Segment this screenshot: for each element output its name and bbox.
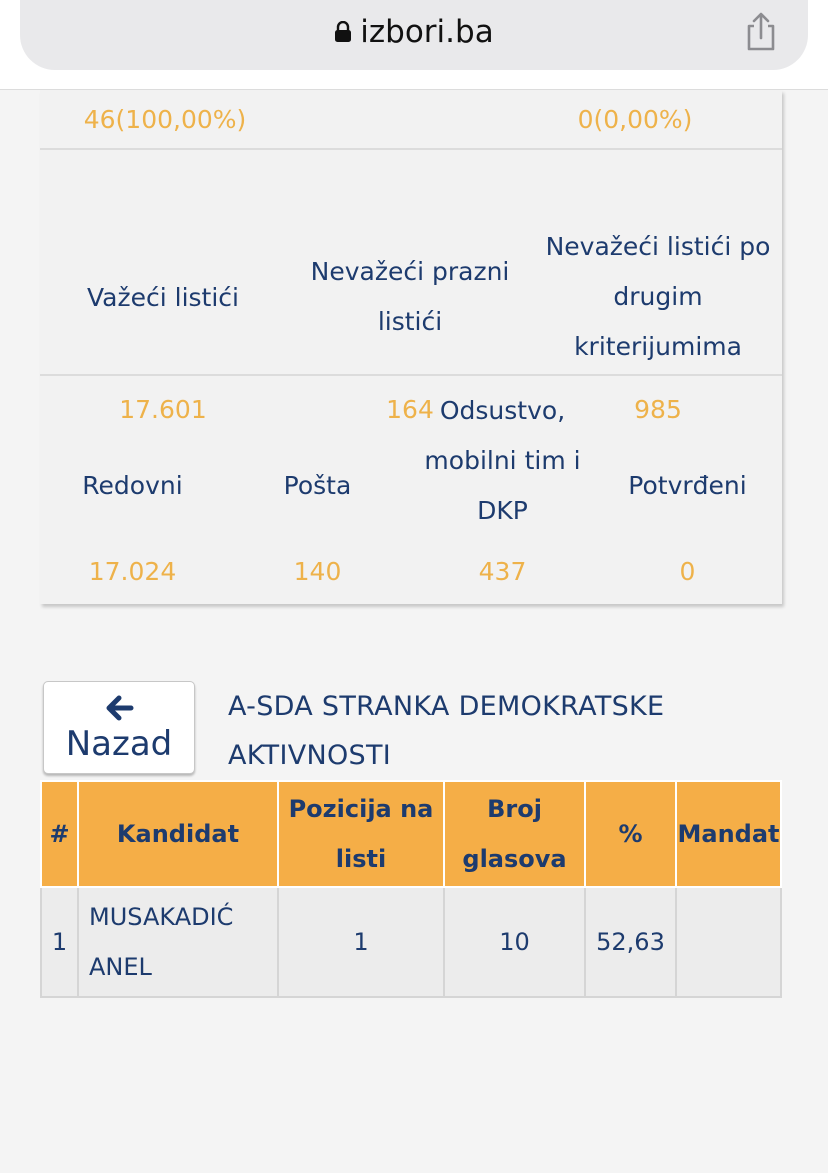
stat-label: Odsustvo, mobilni tim i DKP	[424, 396, 581, 525]
back-button[interactable]	[43, 681, 195, 774]
mandate	[676, 887, 781, 997]
list-position: 1	[278, 887, 444, 997]
share-icon[interactable]	[742, 12, 780, 52]
stat-value: 17.601	[119, 395, 207, 424]
column-header-candidate: Kandidat	[78, 781, 278, 887]
column-header-mandate: Mandat	[676, 781, 781, 887]
candidates-table	[40, 780, 782, 998]
stat-label: Pošta	[283, 471, 352, 500]
url-text: izbori.ba	[360, 14, 494, 50]
stat-label: Nevažeći prazni listići	[310, 257, 510, 336]
row-number: 1	[41, 887, 78, 997]
arrow-left-icon	[104, 694, 134, 722]
column-header-votes: Broj glasova	[444, 781, 585, 887]
column-header-position: Pozicija na listi	[278, 781, 444, 887]
table-row	[41, 887, 781, 997]
ballot-statistics-panel	[40, 90, 782, 604]
stat-label: Važeći listići	[87, 283, 239, 312]
table-header-row	[41, 781, 781, 887]
stat-label: Nevažeći listići po drugim kriterijumima	[545, 232, 771, 361]
column-header-number: #	[41, 781, 78, 887]
column-header-percent: %	[585, 781, 676, 887]
ballots-row	[40, 152, 782, 424]
stat-value: 164	[386, 395, 434, 424]
stat-value: 140	[293, 557, 342, 586]
address-bar[interactable]	[20, 0, 808, 70]
stat-value: 0	[679, 557, 696, 586]
stat-value: 0(0,00%)	[577, 105, 693, 134]
stat-value: 46(100,00%)	[83, 105, 247, 134]
stat-label: Redovni	[82, 471, 183, 500]
percent-row	[40, 90, 782, 150]
stat-value: 985	[634, 395, 682, 424]
vote-count: 10	[444, 887, 585, 997]
browser-bar	[0, 0, 828, 90]
stat-value: 17.024	[88, 557, 177, 586]
lock-icon	[334, 21, 352, 43]
party-title: A-SDA STRANKA DEMOKRATSKE AKTIVNOSTI	[228, 691, 665, 771]
ballot-types-row	[40, 378, 782, 604]
stat-label: Potvrđeni	[628, 471, 747, 500]
vote-percent: 52,63	[585, 887, 676, 997]
candidate-name: MUSAKADIĆ ANEL	[78, 887, 278, 997]
stat-value: 437	[478, 557, 527, 586]
back-button-label: Nazad	[65, 724, 173, 764]
